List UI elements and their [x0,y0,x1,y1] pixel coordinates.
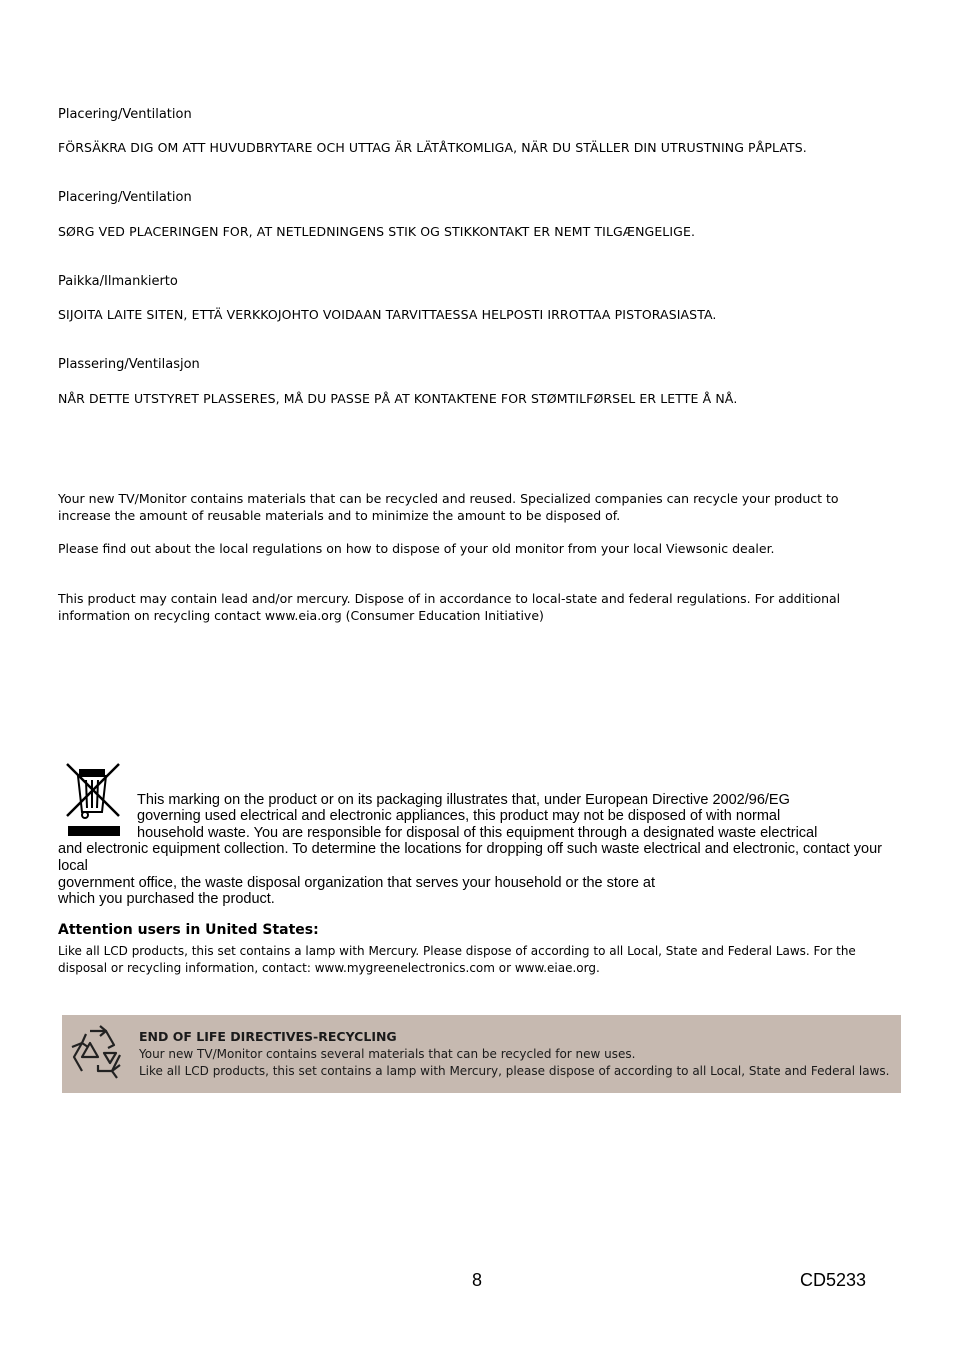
end-of-life-banner [62,1015,901,1093]
recycling-paragraph: Your new TV/Monitor contains materials that can be recycled and reused. Specialized companies can recycle your product to increase the amount of reusable materials and to minimize the amount to be disposed of. [58,491,839,523]
section-warning-danish: SØRG VED PLACERINGEN FOR, AT NETLEDNINGENS STIK OG STIKKONTAKT ER NEMT TILGÆNGELIGE. [58,224,696,239]
section-heading-finnish: Paikka/Ilmankierto [58,274,178,289]
recycle-icon [68,1023,128,1083]
weee-text-line: local [58,858,88,874]
weee-text-line: and electronic equipment collection. To determine the locations for dropping off such waste electrical and electronic, contact your [58,841,883,857]
page-number: 8 [472,1270,483,1290]
weee-text-line: This marking on the product or on its packaging illustrates that, under European Directive 2002/96/EG [137,792,790,808]
section-heading-norwegian: Plassering/Ventilasjon [58,357,200,372]
model-number: CD5233 [800,1270,867,1290]
section-warning-norwegian: NÅR DETTE UTSTYRET PLASSERES, MÅ DU PASSE PÅ AT KONTAKTENE FOR STØMTILFØRSEL ER LETTE Å NÅ. [58,391,738,406]
weee-text-line: governing used electrical and electronic appliances, this product may not be disposed of with normal [137,808,781,824]
weee-text-line: which you purchased the product. [58,891,275,907]
attention-heading: Attention users in United States: [58,922,319,938]
crossed-out-wheelie-bin-icon [64,760,122,838]
section-warning-swedish: FÖRSÄKRA DIG OM ATT HUVUDBRYTARE OCH UTTAG ÄR LÄTÅTKOMLIGA, NÄR DU STÄLLER DIN UTRUSTNING PÅPLATS. [58,140,807,155]
weee-text-line: household waste. You are responsible for disposal of this equipment through a designated waste electrical [137,825,818,841]
banner-title: END OF LIFE DIRECTIVES-RECYCLING [139,1029,397,1044]
section-heading-danish: Placering/Ventilation [58,190,192,205]
section-heading-swedish: Placering/Ventilation [58,107,192,122]
attention-body: Like all LCD products, this set contains a lamp with Mercury. Please dispose of according to all Local, State and Federal Laws. For the disposal or recycling information, contact: www.mygreenelectronics.com or www.eiae.org. [58,944,856,975]
section-warning-finnish: SIJOITA LAITE SITEN, ETTÄ VERKKOJOHTO VOIDAAN TARVITTAESSA HELPOSTI IRROTTAA PISTORASIASTA. [58,307,717,322]
mercury-paragraph: This product may contain lead and/or mercury. Dispose of in accordance to local-state and federal regulations. For additional information on recycling contact www.eia.org (Consumer Education Initiative) [58,591,841,623]
weee-text-line: government office, the waste disposal organization that serves your household or the store at [58,875,655,891]
banner-text-line: Like all LCD products, this set contains a lamp with Mercury, please dispose of according to all Local, State and Federal laws. [139,1064,890,1078]
dealer-paragraph: Please find out about the local regulations on how to dispose of your old monitor from your local Viewsonic dealer. [58,541,775,556]
banner-text-line: Your new TV/Monitor contains several materials that can be recycled for new uses. [139,1047,636,1061]
